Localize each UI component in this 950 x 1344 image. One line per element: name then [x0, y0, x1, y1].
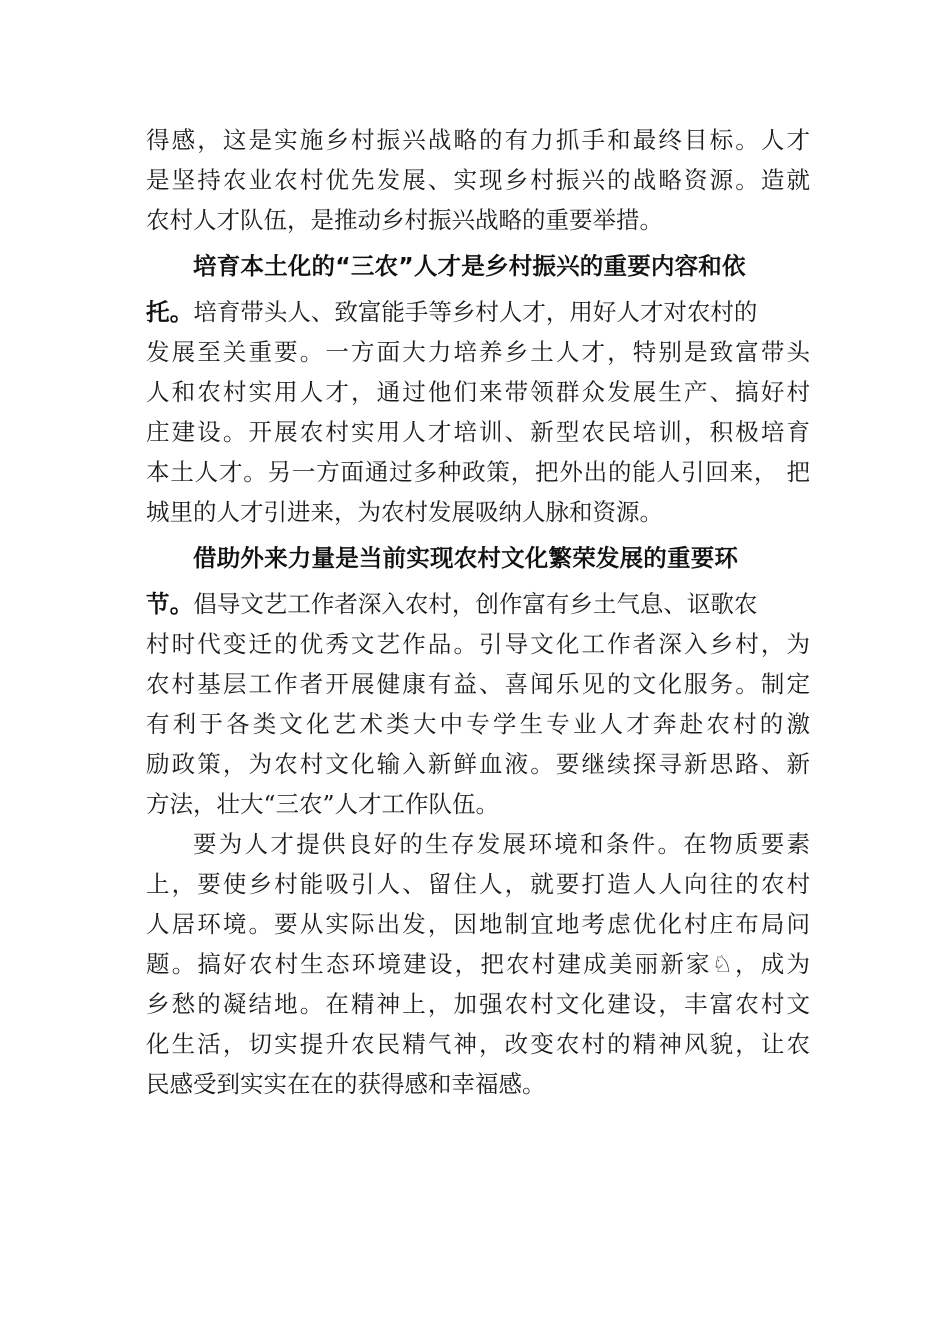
section-heading-tail: 托。	[146, 298, 194, 326]
paragraph-line: 人居环境。要从实际出发，因地制宜地考虑优化村庄布局问	[146, 910, 810, 938]
section-heading: 借助外来力量是当前实现农村文化繁荣发展的重要环	[193, 544, 739, 572]
paragraph-line: 本土人才。另一方面通过多种政策，把外出的能人引回来， 把	[146, 458, 810, 486]
paragraph-line: 有利于各类文化艺术类大中专学生专业人才奔赴农村的激	[146, 710, 810, 738]
paragraph-line: 励政策，为农村文化输入新鲜血液。要继续探寻新思路、新	[146, 750, 810, 778]
section-heading: 培育本土化的“三农”人才是乡村振兴的重要内容和依	[193, 252, 746, 280]
paragraph-line: 倡导文艺工作者深入农村，创作富有乡土气息、讴歌农	[193, 590, 758, 618]
paragraph-line: 人和农村实用人才，通过他们来带领群众发展生产、搞好村	[146, 378, 810, 406]
section-two	[146, 538, 810, 824]
paragraph-line: 庄建设。开展农村实用人才培训、新型农民培训，积极培育	[146, 418, 810, 446]
paragraph-line: 方法，壮大“三农”人才工作队伍。	[146, 790, 500, 818]
paragraph-line: 城里的人才引进来，为农村发展吸纳人脉和资源。	[146, 498, 663, 526]
paragraph-line: 农村人才队伍，是推动乡村振兴战略的重要举措。	[146, 206, 663, 234]
paragraph-line: 农村基层工作者开展健康有益、喜闻乐见的文化服务。制定	[146, 670, 810, 698]
section-one	[146, 246, 810, 532]
paragraph-line: 是坚持农业农村优先发展、实现乡村振兴的战略资源。造就	[146, 166, 810, 194]
paragraph-final	[146, 824, 810, 1104]
paragraph-line: 题。搞好农村生态环境建设，把农村建成美丽新家♘，成为	[146, 950, 810, 978]
paragraph-line: 培育带头人、致富能手等乡村人才，用好人才对农村的	[193, 298, 758, 326]
paragraph-line: 上，要使乡村能吸引人、留住人，就要打造人人向往的农村	[146, 870, 810, 898]
paragraph-line: 乡愁的凝结地。在精神上，加强农村文化建设，丰富农村文	[146, 990, 810, 1018]
paragraph-line: 村时代变迁的优秀文艺作品。引导文化工作者深入乡村，为	[146, 630, 810, 658]
section-heading-continuation	[146, 292, 810, 332]
paragraph-line: 得感，这是实施乡村振兴战略的有力抓手和最终目标。人才	[146, 126, 810, 154]
paragraph-line: 化生活，切实提升农民精气神，改变农村的精神风貌，让农	[146, 1030, 810, 1058]
paragraph-intro	[146, 120, 810, 240]
paragraph-line: 发展至关重要。一方面大力培养乡土人才，特别是致富带头	[146, 338, 810, 366]
section-heading-continuation	[146, 584, 810, 624]
document-body	[146, 120, 810, 1104]
paragraph-line: 要为人才提供良好的生存发展环境和条件。在物质要素	[193, 830, 810, 858]
paragraph-line: 民感受到实实在在的获得感和幸福感。	[146, 1070, 546, 1098]
section-heading-tail: 节。	[146, 590, 194, 618]
